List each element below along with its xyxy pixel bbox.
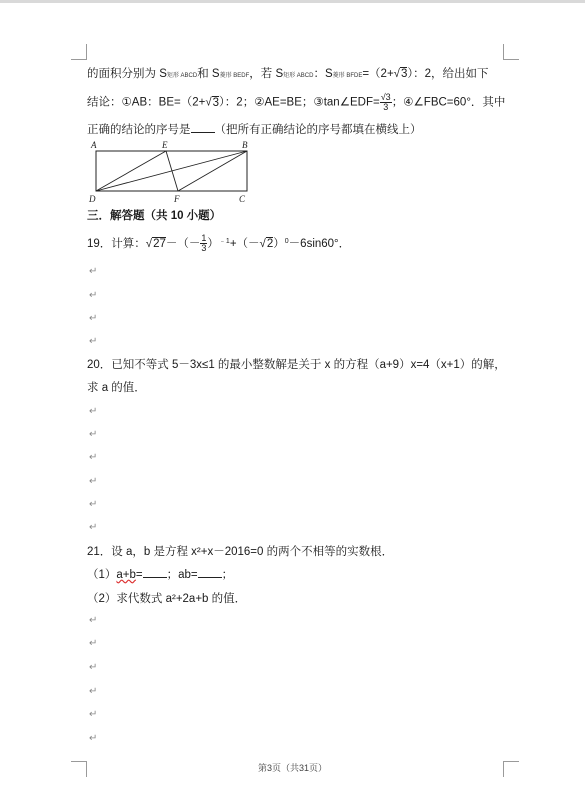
paragraph-mark: ↵ [89, 638, 98, 649]
paragraph-mark: ↵ [89, 476, 98, 487]
q21-part-1: （1）a+b= ；ab= ； [87, 569, 234, 581]
label-f: F [174, 194, 180, 204]
q18-line-2: 结论：①AB：BE=（2+√3）：2；②AE=BE；③tan∠EDF= $\frac{√3}{3}$ ；④∠FBC=60°．其中 [87, 92, 506, 112]
answer-blank-sum[interactable] [143, 568, 167, 578]
paragraph-mark: ↵ [89, 686, 98, 697]
q20-line-1: 20．已知不等式 5－3x≤1 的最小整数解是关于 x 的方程（a+9）x=4（x+1）的解， [87, 359, 506, 371]
q20-line-2: 求 a 的值． [87, 382, 146, 394]
answer-blank-product[interactable] [198, 568, 222, 578]
segment-ef [166, 151, 178, 191]
label-e: E [162, 140, 168, 150]
paragraph-mark: ↵ [89, 733, 98, 744]
section-title: 三．解答题（共 10 小题） [87, 210, 222, 222]
page-top-border [0, 0, 585, 3]
paragraph-mark: ↵ [89, 290, 98, 301]
paragraph-mark: ↵ [89, 499, 98, 510]
label-d: D [89, 194, 96, 204]
fraction-one-third: $\frac{1}{3}$ [201, 233, 207, 254]
label-c: C [239, 194, 246, 204]
q21-line-1: 21．设 a，b 是方程 x²+x－2016=0 的两个不相等的实数根． [87, 546, 394, 558]
paragraph-mark: ↵ [89, 266, 98, 277]
label-a: A [91, 140, 97, 150]
segment-de [96, 151, 166, 191]
q21-part-2: （2）求代数式 a²+2a+b 的值． [87, 593, 247, 605]
page-footer: 第3页（共31页） [257, 763, 328, 773]
q18-line-1: 的面积分别为 S矩形 ABCD和 S菱形 BEDF，若 S矩形 ABCD：S菱形 BFDE=（2+√3）：2，给出如下 [87, 68, 489, 80]
paragraph-mark: ↵ [89, 406, 98, 417]
label-b: B [242, 140, 248, 150]
paragraph-mark: ↵ [89, 662, 98, 673]
segment-db [96, 151, 247, 191]
paragraph-mark: ↵ [89, 452, 98, 463]
fraction-sqrt3-over-3: $\frac{√3}{3}$ [380, 92, 391, 112]
q18-line-3: 正确的结论的序号是 （把所有正确结论的序号都填在横线上） [87, 124, 422, 136]
paragraph-mark: ↵ [89, 615, 98, 626]
paragraph-mark: ↵ [89, 429, 98, 440]
paragraph-mark: ↵ [89, 313, 98, 324]
corner-mark-top-right [503, 44, 519, 60]
paragraph-mark: ↵ [89, 709, 98, 720]
segment-fb [178, 151, 247, 191]
corner-mark-top-left [71, 44, 87, 60]
geometry-figure [86, 139, 256, 205]
paragraph-mark: ↵ [89, 336, 98, 347]
q19-line: 19．计算：√27－（－ $\frac{1}{3}$ ）$^{﹣1}+(-√2)^0-6\sin 60^\circ$． [87, 233, 351, 254]
paragraph-mark: ↵ [89, 522, 98, 533]
answer-blank[interactable] [191, 123, 215, 133]
